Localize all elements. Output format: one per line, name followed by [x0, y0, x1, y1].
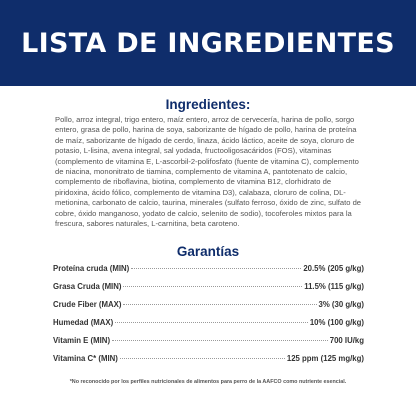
dot-leader — [123, 286, 302, 287]
guarantee-value: 700 IU/kg — [329, 336, 364, 345]
footnote: *No reconocido por los perfiles nutricionales de alimentos para perro de la AAFCO como nutriente esencial. — [69, 379, 347, 385]
dot-leader — [123, 304, 316, 305]
dot-leader — [120, 358, 285, 359]
guarantee-value: 125 ppm (125 mg/kg) — [286, 354, 364, 363]
guarantee-label: Grasa Cruda (MIN) — [53, 282, 122, 291]
title-banner — [0, 0, 416, 86]
dot-leader — [115, 322, 308, 323]
guarantee-row-protein — [53, 264, 364, 282]
guarantee-label: Crude Fiber (MAX) — [53, 300, 122, 309]
guarantee-row-vitamin-c — [53, 354, 364, 372]
dot-leader — [112, 340, 328, 341]
guarantee-label: Proteína cruda (MIN) — [53, 264, 130, 273]
page-title: LISTA DE INGREDIENTES — [21, 27, 395, 59]
guarantee-label: Vitamin E (MIN) — [53, 336, 111, 345]
dot-leader — [131, 268, 301, 269]
guarantee-label: Vitamina C* (MIN) — [53, 354, 118, 363]
guarantee-value: 20.5% (205 g/kg) — [303, 264, 364, 273]
guarantee-label: Humedad (MAX) — [53, 318, 114, 327]
guarantee-value: 3% (30 g/kg) — [318, 300, 364, 309]
ingredients-heading: Ingredientes: — [165, 97, 251, 112]
guarantees-heading: Garantías — [176, 244, 240, 259]
guarantee-row-vitamin-e — [53, 336, 364, 354]
guarantee-row-moisture — [53, 318, 364, 336]
ingredients-list: Pollo, arroz integral, trigo entero, maíz entero, arroz de cervecería, harina de pollo, sorgo entero, grasa de pollo, harina de soya, saborizante de hígado de pollo, harina de proteína de maíz, saborizante de hígado de cerdo, linaza, ácido láctico, aceite de soya, cloruro de potasio, L-lisina, avena integral, sal yodada, fructooligosacáridos (FOS), vitaminas (complemento de vitamina E, L-ascorbil-2-polifosfato (fuente de vitamina C), complemento de niacina, mononitrato de tiamina, complemento de vitamina A, pantotenato de calcio, complemento de riboflavina, biotina, complemento de vitamina B12, clorhidrato de piridoxina, ácido fólico, complemento de vitamina D3), calabaza, cloruro de colina, DL-metionina, carbonato de calcio, taurina, minerales (sulfato ferroso, óxido de zinc, sulfato de cobre, óxido manganoso, yodato de calcio, selenito de sodio), tocoferoles mixtos para la frescura, sabores naturales, L-carnitina, beta caroteno. — [55, 115, 362, 229]
guarantees-table — [53, 264, 364, 372]
guarantee-value: 10% (100 g/kg) — [309, 318, 364, 327]
guarantee-row-fiber — [53, 300, 364, 318]
guarantee-row-fat — [53, 282, 364, 300]
guarantee-value: 11.5% (115 g/kg) — [304, 282, 364, 291]
